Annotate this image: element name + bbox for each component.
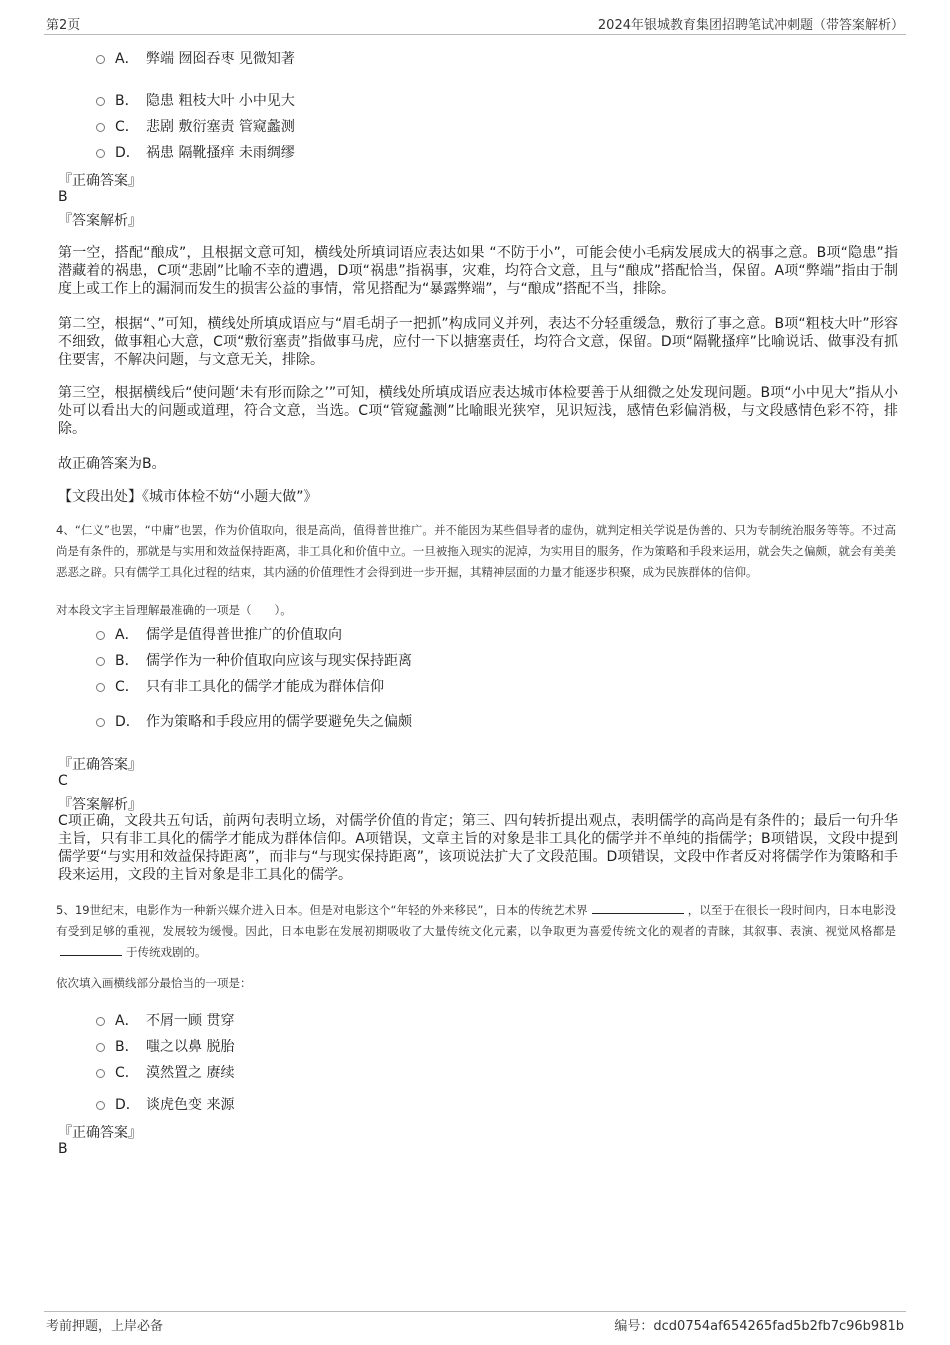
footer-slogan: 考前押题，上岸必备 xyxy=(46,1319,164,1334)
q5-option-c[interactable] xyxy=(96,1062,234,1082)
fill-blank-1[interactable] xyxy=(592,901,684,914)
q3-source: 【文段出处】《城市体检不妨“小题大做”》 xyxy=(58,489,318,505)
option-letter: B． xyxy=(115,1039,139,1055)
q5-option-d[interactable] xyxy=(96,1094,234,1114)
q3-option-d[interactable] xyxy=(96,142,295,162)
option-text: 嗤之以鼻 脱胎 xyxy=(146,1039,235,1055)
fill-blank-2[interactable] xyxy=(60,943,122,956)
option-text: 不屑一顾 贯穿 xyxy=(146,1013,235,1029)
q4-option-a[interactable] xyxy=(96,624,342,644)
q4-stem: 4、“仁义”也罢，“中庸”也罢，作为价值取向，很是高尚，值得普世推广。并不能因为某些倡导者的虚伪，就判定相关学说是伪善的、只为专制统治服务等等。不过高尚是有条件的，那就是与实用和效益保持距离，非工具化和价值中立。一旦被拖入现实的泥淖，为实用目的服务，作为策略和手段来运用，就会失之偏颇，就会有美美恶恶之辟。只有儒学工具化过程的结束，其内涵的价值理性才会得到进一步开掘，其精神层面的力量才能逐步积聚，成为民族群体的信仰。 xyxy=(56,523,896,579)
option-text: 作为策略和手段应用的儒学要避免失之偏颇 xyxy=(146,714,412,730)
option-text: 祸患 隔靴搔痒 未雨绸缪 xyxy=(146,145,295,161)
q4-option-c[interactable] xyxy=(96,676,384,696)
q4-option-b[interactable] xyxy=(96,650,412,670)
footer-divider xyxy=(44,1311,906,1312)
q3-analysis-label: 『答案解析』 xyxy=(58,213,142,229)
document-title: 2024年银城教育集团招聘笔试冲刺题（带答案解析） xyxy=(597,18,904,33)
option-letter: D． xyxy=(115,714,140,730)
q5-stem-part-3: 于传统戏剧的。 xyxy=(126,945,207,959)
radio-icon[interactable] xyxy=(96,1101,105,1110)
q3-analysis-paragraph-1: 第一空，搭配“酿成”，且根据文意可知，横线处所填词语应表达如果 “不防于小”，可能会使小毛病发展成大的祸事之意。B项“隐患”指潜藏着的祸患，C项“悲剧”比喻不幸的遭遇，D项“祸患”指祸事，灾难，均符合文意，且与“酿成”搭配恰当，保留。A项“弊端”指由于制度上或工作上的漏洞而发生的损害公益的事情，常见搭配为“暴露弊端”，与“酿成”搭配不当，排除。 xyxy=(58,245,898,297)
q3-answer: B xyxy=(58,189,68,205)
header-divider xyxy=(44,34,906,35)
radio-icon[interactable] xyxy=(96,631,105,640)
q3-option-a[interactable] xyxy=(96,48,295,68)
option-letter: D． xyxy=(115,145,140,161)
option-letter: B． xyxy=(115,93,139,109)
radio-icon[interactable] xyxy=(96,55,105,64)
option-letter: C． xyxy=(115,1065,139,1081)
q5-stem xyxy=(56,900,896,963)
option-text: 儒学是值得普世推广的价值取向 xyxy=(146,627,342,643)
q5-stem-part-1: 5、19世纪末，电影作为一种新兴媒介进入日本。但是对电影这个“年轻的外来移民”，日本的传统艺术界 xyxy=(56,903,588,917)
option-text: 谈虎色变 来源 xyxy=(146,1097,235,1113)
radio-icon[interactable] xyxy=(96,683,105,692)
option-text: 悲剧 敷衍塞责 管窥蠡测 xyxy=(146,119,295,135)
q3-analysis-paragraph-3: 第三空，根据横线后“使问题‘未有形而除之’”可知，横线处所填成语应表达城市体检要善于从细微之处发现问题。B项“小中见大”指从小处可以看出大的问题或道理，符合文意，当选。C项“管窥蠡测”比喻眼光狭窄，见识短浅，感情色彩偏消极，与文段感情色彩不符，排除。 xyxy=(58,385,898,437)
q5-stem-part-2: ，以至于在很长一段时间内，日本电影没有受到足够的重视，发展较为缓慢。因此，日本电影在发展初期吸收了大量传统文化元素，以争取更为喜爱传统文化的观者的青睐，其叙事、表演、视觉风格都是 xyxy=(56,903,896,938)
q3-answer-label: 『正确答案』 xyxy=(58,173,142,189)
option-text: 隐患 粗枝大叶 小中见大 xyxy=(146,93,295,109)
option-text: 儒学作为一种价值取向应该与现实保持距离 xyxy=(146,653,412,669)
footer-code-value: dcd0754af654265fad5b2fb7c96b981b xyxy=(653,1319,904,1334)
radio-icon[interactable] xyxy=(96,123,105,132)
radio-icon[interactable] xyxy=(96,149,105,158)
footer-code-label: 编号： xyxy=(614,1319,654,1334)
option-letter: B． xyxy=(115,653,139,669)
q4-option-d[interactable] xyxy=(96,711,412,731)
option-letter: A． xyxy=(115,1013,139,1029)
option-letter: A． xyxy=(115,51,139,67)
q5-answer: B xyxy=(58,1141,68,1157)
option-text: 漠然置之 赓续 xyxy=(146,1065,235,1081)
option-letter: C． xyxy=(115,679,139,695)
footer-code xyxy=(614,1315,904,1334)
q3-option-c[interactable] xyxy=(96,116,295,136)
q5-option-a[interactable] xyxy=(96,1010,234,1030)
option-text: 弊端 囫囵吞枣 见微知著 xyxy=(146,51,295,67)
option-text: 只有非工具化的儒学才能成为群体信仰 xyxy=(146,679,384,695)
q4-analysis-label: 『答案解析』 xyxy=(58,797,142,813)
page-number: 第2页 xyxy=(46,18,81,33)
radio-icon[interactable] xyxy=(96,1043,105,1052)
option-letter: A． xyxy=(115,627,139,643)
q3-conclusion: 故正确答案为B。 xyxy=(58,456,166,472)
q4-analysis: C项正确，文段共五句话，前两句表明立场，对儒学价值的肯定；第三、四句转折提出观点，表明儒学的高尚是有条件的；最后一句升华主旨，只有非工具化的儒学才能成为群体信仰。A项错误，文章主旨的对象是非工具化的儒学并不单纯的指儒学；B项错误，文段中提到儒学要“与实用和效益保持距离”，而非与“与现实保持距离”，该项说法扩大了文段范围。D项错误，文段中作者反对将儒学作为策略和手段来运用，文段的主旨对象是非工具化的儒学。 xyxy=(58,813,898,883)
radio-icon[interactable] xyxy=(96,657,105,666)
q5-question: 依次填入画横线部分最恰当的一项是： xyxy=(56,976,252,990)
q5-option-b[interactable] xyxy=(96,1036,234,1056)
q3-analysis-paragraph-2: 第二空，根据“、”可知，横线处所填成语应与“眉毛胡子一把抓”构成同义并列，表达不分轻重缓急，敷衍了事之意。B项“粗枝大叶”形容不细致，做事粗心大意，C项“敷衍塞责”指做事马虎，应付一下以搪塞责任，均符合文意，保留。D项“隔靴搔痒”比喻说话、做事没有抓住要害，不解决问题，与文意无关，排除。 xyxy=(58,316,898,368)
q4-answer-label: 『正确答案』 xyxy=(58,757,142,773)
radio-icon[interactable] xyxy=(96,97,105,106)
radio-icon[interactable] xyxy=(96,718,105,727)
radio-icon[interactable] xyxy=(96,1017,105,1026)
q4-question: 对本段文字主旨理解最准确的一项是（ ）。 xyxy=(56,603,292,617)
q3-option-b[interactable] xyxy=(96,90,295,110)
option-letter: C． xyxy=(115,119,139,135)
q5-answer-label: 『正确答案』 xyxy=(58,1125,142,1141)
radio-icon[interactable] xyxy=(96,1069,105,1078)
option-letter: D． xyxy=(115,1097,140,1113)
q4-answer: C xyxy=(58,773,68,789)
